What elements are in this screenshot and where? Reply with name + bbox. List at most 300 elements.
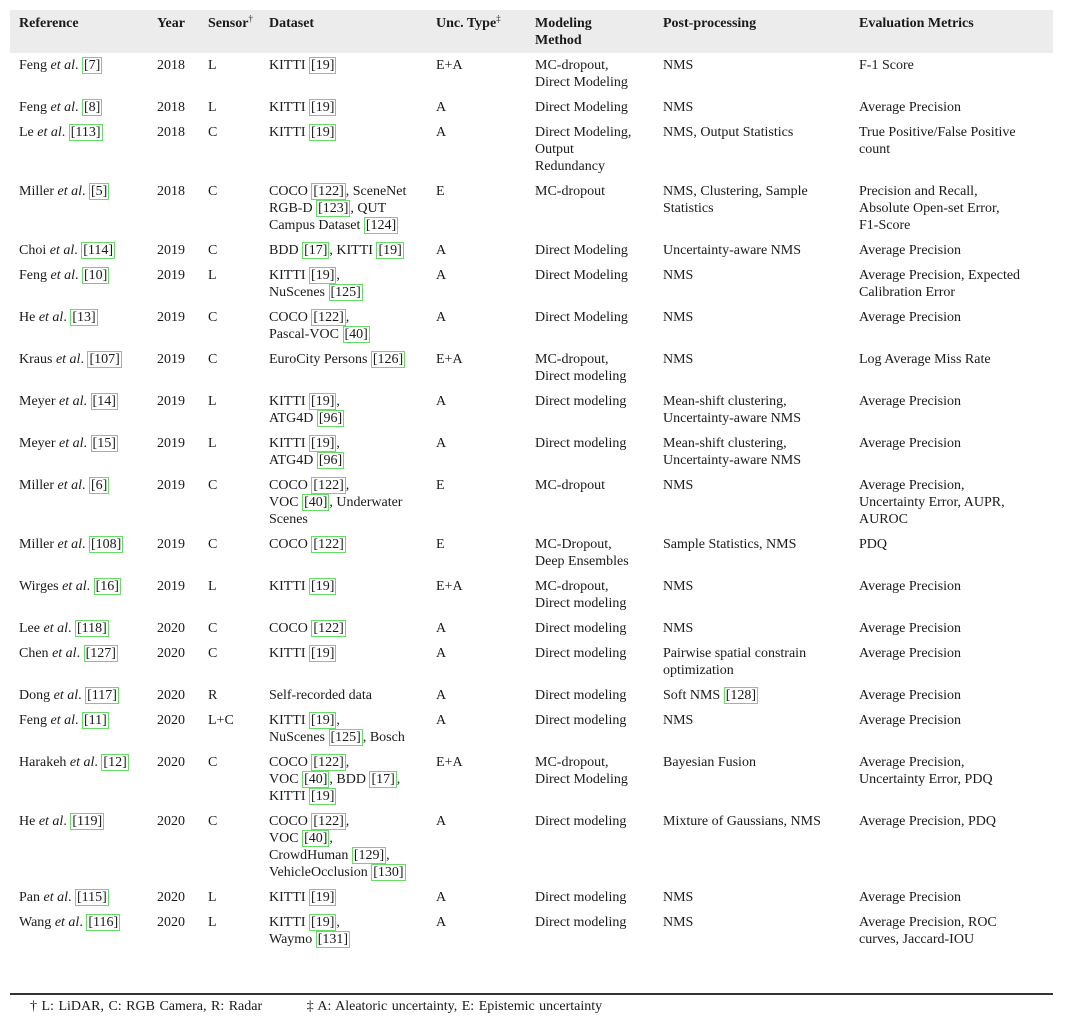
citation-link[interactable]: [19] [311, 789, 335, 804]
author-name: Feng [19, 713, 51, 728]
uncertainty-type-cell: E [436, 184, 445, 199]
uncertainty-type-cell: A [436, 436, 447, 451]
et-al: et al [43, 890, 68, 905]
citation-link[interactable]: [19] [378, 243, 402, 258]
modeling-method-cell: MC-Dropout, Deep Ensembles [535, 537, 629, 569]
table-row [10, 179, 1053, 238]
year-cell: 2020 [157, 915, 185, 930]
citation-link[interactable]: [125] [330, 285, 361, 300]
header-evaluation-metrics: Evaluation Metrics [850, 10, 1053, 53]
evaluation-metrics-cell: PDQ [859, 537, 888, 552]
dataset-cell: COCO [122] , Pascal-VOC [40] [269, 310, 368, 342]
citation-link[interactable]: [118] [76, 621, 107, 636]
citation-link[interactable]: [19] [311, 713, 335, 728]
dataset-cell: KITTI [19] [269, 100, 335, 115]
reference-cell: Pan et al. [115] [19, 890, 107, 905]
sensor-cell: C [208, 352, 218, 367]
citation-link[interactable]: [14] [92, 394, 116, 409]
citation-link[interactable]: [40] [304, 495, 328, 510]
et-al: et al [38, 814, 64, 829]
author-name: Lee [19, 621, 44, 636]
citation-link[interactable]: [127] [85, 646, 116, 661]
author-name: Le [19, 125, 38, 140]
header-year: Year [148, 10, 199, 53]
citation-link[interactable]: [122] [313, 814, 344, 829]
citation-link[interactable]: [19] [311, 58, 335, 73]
reference-cell: Chen et al. [127] [19, 646, 116, 661]
modeling-method-cell: Direct modeling [535, 621, 627, 636]
dataset-cell: EuroCity Persons [126] [269, 352, 404, 367]
table-row [10, 389, 1053, 431]
et-al: et al [55, 352, 81, 367]
evaluation-metrics-cell: Average Precision, Uncertainty Error, PDQ [859, 755, 993, 787]
author-name: Wang [19, 915, 55, 930]
author-name: Feng [19, 268, 51, 283]
table-row [10, 750, 1053, 809]
post-processing-cell: NMS, Output Statistics [663, 125, 794, 140]
citation-link[interactable]: [130] [373, 865, 404, 880]
year-cell: 2018 [157, 125, 185, 140]
reference-cell: Dong et al. [117] [19, 688, 117, 703]
post-processing-cell: Mean-shift clustering, Uncertainty-aware NMS [663, 394, 802, 426]
uncertainty-type-cell: E+A [436, 352, 463, 367]
reference-cell: He et al. [13] [19, 310, 96, 325]
year-cell: 2019 [157, 579, 185, 594]
sensor-cell: C [208, 243, 218, 258]
uncertainty-type-cell: A [436, 814, 447, 829]
sensor-cell: C [208, 755, 218, 770]
et-al: et al [59, 394, 84, 409]
evaluation-metrics-cell: Average Precision [859, 243, 961, 258]
et-al: et al [49, 243, 75, 258]
sensor-cell: L [208, 100, 217, 115]
et-al: et al [43, 621, 68, 636]
post-processing-cell: NMS [663, 100, 694, 115]
author-name: Wirges [19, 579, 63, 594]
reference-cell: Miller et al. [5] [19, 184, 108, 199]
dataset-cell: COCO [122] , VOC [40] , Underwater Scenes [269, 478, 403, 527]
sensor-cell: C [208, 621, 218, 636]
dataset-cell: KITTI [19] [269, 890, 335, 905]
sensor-cell: L [208, 579, 217, 594]
year-cell: 2019 [157, 352, 185, 367]
reference-cell: Wang et al. [116] [19, 915, 119, 930]
modeling-method-cell: MC-dropout [535, 478, 605, 493]
uncertainty-type-cell: A [436, 915, 447, 930]
modeling-method-cell: Direct modeling [535, 915, 627, 930]
citation-link[interactable]: [115] [77, 890, 107, 905]
comparison-table [10, 10, 1053, 952]
reference-cell: Kraus et al. [107] [19, 352, 120, 367]
year-cell: 2018 [157, 100, 185, 115]
sensor-cell: R [208, 688, 218, 703]
post-processing-cell: NMS [663, 890, 694, 905]
et-al: et al [50, 713, 75, 728]
footnote-uncertainty: ‡ A: Aleatoric uncertainty, E: Epistemic uncertainty [306, 999, 603, 1014]
reference-cell: Feng et al. [10] [19, 268, 108, 283]
reference-cell: Miller et al. [108] [19, 537, 122, 552]
evaluation-metrics-cell: Average Precision [859, 688, 961, 703]
author-name: Meyer [19, 394, 60, 409]
sensor-cell: C [208, 310, 218, 325]
table-row [10, 305, 1053, 347]
sensor-cell: C [208, 646, 218, 661]
et-al: et al [69, 755, 95, 770]
author-name: Miller [19, 184, 58, 199]
dataset-cell: KITTI [19] [269, 58, 335, 73]
citation-link[interactable]: [40] [344, 327, 368, 342]
uncertainty-type-cell: A [436, 646, 447, 661]
citation-link[interactable]: [12] [103, 755, 127, 770]
sensor-cell: C [208, 814, 218, 829]
uncertainty-type-cell: A [436, 621, 447, 636]
citation-link[interactable]: [122] [313, 621, 344, 636]
post-processing-cell: Soft NMS [128] [663, 688, 757, 703]
uncertainty-type-cell: A [436, 713, 447, 728]
citation-link[interactable]: [13] [72, 310, 96, 325]
year-cell: 2020 [157, 713, 185, 728]
author-name: Feng [19, 100, 51, 115]
year-cell: 2019 [157, 243, 185, 258]
year-cell: 2018 [157, 58, 185, 73]
sensor-cell: C [208, 537, 218, 552]
citation-link[interactable]: [122] [313, 184, 344, 199]
evaluation-metrics-cell: Average Precision [859, 436, 961, 451]
citation-link[interactable]: [11] [84, 713, 107, 728]
et-al: et al [57, 478, 82, 493]
year-cell: 2018 [157, 184, 185, 199]
et-al: et al [57, 184, 82, 199]
uncertainty-type-cell: E [436, 478, 445, 493]
et-al: et al [53, 688, 79, 703]
et-al: et al [37, 125, 62, 140]
citation-link[interactable]: [107] [89, 352, 120, 367]
citation-link[interactable]: [122] [313, 537, 344, 552]
citation-link[interactable]: [122] [313, 755, 344, 770]
header-dataset: Dataset [260, 10, 427, 53]
citation-link[interactable]: [40] [304, 831, 328, 846]
author-name: Choi [19, 243, 50, 258]
post-processing-cell: Bayesian Fusion [663, 755, 756, 770]
dataset-cell: KITTI [19] [269, 646, 335, 661]
et-al: et al [57, 537, 82, 552]
uncertainty-type-cell: A [436, 310, 447, 325]
post-processing-cell: NMS [663, 579, 694, 594]
citation-link[interactable]: [8] [84, 100, 101, 115]
sensor-cell: L+C [208, 713, 234, 728]
year-cell: 2020 [157, 688, 185, 703]
post-processing-cell: NMS, Clustering, Sample Statistics [663, 184, 808, 216]
sensor-cell: C [208, 478, 218, 493]
uncertainty-type-cell: A [436, 100, 447, 115]
author-name: Dong [19, 688, 54, 703]
reference-cell: Le et al. [113] [19, 125, 101, 140]
header-unc-label: Unc. Type [436, 16, 497, 31]
sensor-cell: L [208, 268, 217, 283]
citation-link[interactable]: [10] [84, 268, 108, 283]
header-post-processing: Post-processing [654, 10, 850, 53]
modeling-method-cell: Direct modeling [535, 436, 627, 451]
citation-link[interactable]: [7] [84, 58, 101, 73]
sensor-cell: L [208, 890, 217, 905]
et-al: et al [50, 58, 75, 73]
dataset-cell: COCO [122] , VOC [40] , CrowdHuman [129] , VehicleOcclusion [130] [269, 814, 404, 880]
table-row [10, 809, 1053, 885]
year-cell: 2020 [157, 890, 185, 905]
sensor-cell: L [208, 394, 217, 409]
dataset-cell: KITTI [19] , Waymo [131] [269, 915, 349, 947]
uncertainty-type-cell: A [436, 125, 447, 140]
modeling-method-cell: MC-dropout, Direct Modeling [535, 755, 628, 787]
evaluation-metrics-cell: Average Precision [859, 621, 961, 636]
uncertainty-type-cell: A [436, 394, 447, 409]
uncertainty-type-cell: E [436, 537, 445, 552]
citation-link[interactable]: [114] [83, 243, 114, 258]
table-row [10, 431, 1053, 473]
table-row [10, 616, 1053, 641]
evaluation-metrics-cell: Average Precision [859, 713, 961, 728]
evaluation-metrics-cell: True Positive/False Positive count [859, 125, 1016, 157]
post-processing-cell: Mixture of Gaussians, NMS [663, 814, 821, 829]
evaluation-metrics-cell: Average Precision [859, 646, 961, 661]
year-cell: 2019 [157, 436, 185, 451]
post-processing-cell: Sample Statistics, NMS [663, 537, 797, 552]
modeling-method-cell: Direct modeling [535, 814, 627, 829]
modeling-method-cell: MC-dropout, Direct modeling [535, 579, 627, 611]
citation-link[interactable]: [108] [91, 537, 122, 552]
header-row [10, 10, 1053, 53]
citation-link[interactable]: [125] [330, 730, 361, 745]
table-row [10, 347, 1053, 389]
citation-link[interactable]: [19] [311, 436, 335, 451]
author-name: Miller [19, 537, 58, 552]
evaluation-metrics-cell: Average Precision [859, 310, 961, 325]
evaluation-metrics-cell: Average Precision, Uncertainty Error, AUPR, AUROC [859, 478, 1005, 527]
modeling-method-cell: Direct Modeling [535, 310, 628, 325]
modeling-method-cell: Direct Modeling, Output Redundancy [535, 125, 632, 174]
dataset-cell: COCO [122] [269, 537, 344, 552]
citation-link[interactable]: [19] [311, 915, 335, 930]
author-name: Miller [19, 478, 58, 493]
modeling-method-cell: MC-dropout, Direct Modeling [535, 58, 628, 90]
citation-link[interactable]: [19] [311, 646, 335, 661]
post-processing-cell: NMS [663, 310, 694, 325]
evaluation-metrics-cell: Average Precision [859, 100, 961, 115]
reference-cell: Lee et al. [118] [19, 621, 107, 636]
et-al: et al [50, 268, 75, 283]
citation-link[interactable]: [128] [725, 688, 757, 703]
evaluation-metrics-cell: Average Precision, ROC curves, Jaccard-IOU [859, 915, 997, 947]
table-body [10, 53, 1053, 952]
modeling-method-cell: Direct modeling [535, 688, 627, 703]
sensor-cell: C [208, 184, 218, 199]
author-name: Meyer [19, 436, 60, 451]
citation-link[interactable]: [117] [87, 688, 117, 703]
sensor-cell: L [208, 915, 217, 930]
citation-link[interactable]: [16] [95, 579, 119, 594]
dagger-mark: † [248, 13, 253, 24]
post-processing-cell: NMS [663, 478, 694, 493]
evaluation-metrics-cell: Average Precision [859, 579, 961, 594]
et-al: et al [52, 646, 77, 661]
modeling-method-cell: Direct Modeling [535, 243, 628, 258]
et-al: et al [54, 915, 80, 930]
citation-link[interactable]: [131] [317, 932, 349, 947]
citation-link[interactable]: [17] [371, 772, 395, 787]
citation-link[interactable]: [129] [353, 848, 385, 863]
uncertainty-type-cell: E+A [436, 579, 463, 594]
modeling-method-cell: Direct Modeling [535, 268, 628, 283]
et-al: et al [59, 436, 84, 451]
uncertainty-type-cell: E+A [436, 755, 463, 770]
citation-link[interactable]: [19] [311, 394, 335, 409]
evaluation-metrics-cell: Log Average Miss Rate [859, 352, 991, 367]
table-row [10, 53, 1053, 95]
table-row [10, 641, 1053, 683]
reference-cell: Meyer et al. [14] [19, 394, 116, 409]
citation-link[interactable]: [5] [91, 184, 108, 199]
reference-cell: Meyer et al. [15] [19, 436, 116, 451]
citation-link[interactable]: [96] [318, 453, 343, 468]
reference-cell: Wirges et al. [16] [19, 579, 119, 594]
table-row [10, 708, 1053, 750]
modeling-method-cell: Direct modeling [535, 646, 627, 661]
year-cell: 2019 [157, 537, 185, 552]
post-processing-cell: Pairwise spatial constrain optimization [663, 646, 807, 678]
uncertainty-type-cell: E+A [436, 58, 463, 73]
post-processing-cell: NMS [663, 268, 694, 283]
dataset-cell: KITTI [19] , NuScenes [125] [269, 268, 361, 300]
dataset-cell: KITTI [19] [269, 579, 335, 594]
citation-link[interactable]: [119] [72, 814, 103, 829]
dataset-cell: KITTI [19] [269, 125, 335, 140]
year-cell: 2020 [157, 646, 185, 661]
citation-link[interactable]: [19] [311, 125, 335, 140]
table-row [10, 95, 1053, 120]
dataset-cell: COCO [122] , SceneNet RGB-D [123] , QUT Campus Dataset [124] [269, 184, 407, 233]
author-name: Harakeh [19, 755, 70, 770]
citation-link[interactable]: [123] [318, 201, 349, 216]
modeling-method-cell: MC-dropout [535, 184, 605, 199]
year-cell: 2019 [157, 268, 185, 283]
et-al: et al [62, 579, 87, 594]
modeling-method-cell: Direct modeling [535, 890, 627, 905]
post-processing-cell: NMS [663, 713, 694, 728]
modeling-method-cell: Direct modeling [535, 394, 627, 409]
dataset-cell: KITTI [19] , ATG4D [96] [269, 394, 343, 426]
citation-link[interactable]: [124] [365, 218, 397, 233]
author-name: He [19, 310, 39, 325]
table-row [10, 473, 1053, 532]
citation-link[interactable]: [122] [313, 478, 344, 493]
citation-link[interactable]: [96] [318, 411, 343, 426]
year-cell: 2020 [157, 755, 185, 770]
citation-link[interactable]: [6] [91, 478, 108, 493]
year-cell: 2020 [157, 621, 185, 636]
table-row [10, 574, 1053, 616]
table-row [10, 238, 1053, 263]
citation-link[interactable]: [113] [70, 125, 101, 140]
modeling-method-cell: Direct Modeling [535, 100, 628, 115]
uncertainty-type-cell: A [436, 688, 447, 703]
footnotes [30, 998, 642, 1015]
year-cell: 2019 [157, 310, 185, 325]
table-row [10, 532, 1053, 574]
reference-cell: Miller et al. [6] [19, 478, 108, 493]
citation-link[interactable]: [19] [311, 890, 335, 905]
year-cell: 2019 [157, 394, 185, 409]
evaluation-metrics-cell: Average Precision [859, 890, 961, 905]
post-processing-cell: Uncertainty-aware NMS [663, 243, 802, 258]
comparison-table-container [10, 10, 1053, 952]
author-name: Chen [19, 646, 53, 661]
evaluation-metrics-cell: Precision and Recall, Absolute Open-set Error, F1-Score [859, 184, 1000, 233]
citation-link[interactable]: [40] [304, 772, 328, 787]
evaluation-metrics-cell: F-1 Score [859, 58, 914, 73]
citation-link[interactable]: [126] [372, 352, 404, 367]
table-row [10, 120, 1053, 179]
table-row [10, 885, 1053, 910]
et-al: et al [38, 310, 64, 325]
post-processing-cell: NMS [663, 915, 694, 930]
dataset-cell: KITTI [19] , ATG4D [96] [269, 436, 343, 468]
dataset-cell: Self-recorded data [269, 688, 372, 703]
citation-link[interactable]: [19] [311, 100, 335, 115]
author-name: Feng [19, 58, 51, 73]
table-row [10, 263, 1053, 305]
uncertainty-type-cell: A [436, 890, 447, 905]
double-dagger-mark: ‡ [496, 13, 501, 24]
year-cell: 2020 [157, 814, 185, 829]
uncertainty-type-cell: A [436, 268, 447, 283]
citation-link[interactable]: [116] [88, 915, 119, 930]
author-name: Pan [19, 890, 44, 905]
modeling-method-cell: Direct modeling [535, 713, 627, 728]
sensor-cell: L [208, 436, 217, 451]
post-processing-cell: NMS [663, 58, 694, 73]
author-name: He [19, 814, 39, 829]
table-row [10, 683, 1053, 708]
evaluation-metrics-cell: Average Precision, Expected Calibration Error [859, 268, 1021, 300]
header-unc-type [427, 10, 526, 53]
sensor-cell: C [208, 125, 218, 140]
citation-link[interactable]: [15] [92, 436, 116, 451]
citation-link[interactable]: [122] [313, 310, 344, 325]
post-processing-cell: NMS [663, 352, 694, 367]
post-processing-cell: NMS [663, 621, 694, 636]
reference-cell: Choi et al. [114] [19, 243, 114, 258]
reference-cell: He et al. [119] [19, 814, 103, 829]
header-modeling-method: Modeling Method [526, 10, 654, 53]
modeling-method-cell: MC-dropout, Direct modeling [535, 352, 627, 384]
et-al: et al [50, 100, 75, 115]
evaluation-metrics-cell: Average Precision [859, 394, 961, 409]
header-sensor [199, 10, 260, 53]
uncertainty-type-cell: A [436, 243, 447, 258]
header-sensor-label: Sensor [208, 16, 249, 31]
footer-rule [10, 993, 1053, 995]
citation-link[interactable]: [19] [311, 268, 335, 283]
sensor-cell: L [208, 58, 217, 73]
table-row [10, 910, 1053, 952]
reference-cell: Feng et al. [11] [19, 713, 107, 728]
dataset-cell: BDD [17] , KITTI [19] [269, 243, 402, 258]
author-name: Kraus [19, 352, 56, 367]
reference-cell: Harakeh et al. [12] [19, 755, 127, 770]
citation-link[interactable]: [17] [304, 243, 328, 258]
reference-cell: Feng et al. [8] [19, 100, 101, 115]
citation-link[interactable]: [19] [311, 579, 335, 594]
